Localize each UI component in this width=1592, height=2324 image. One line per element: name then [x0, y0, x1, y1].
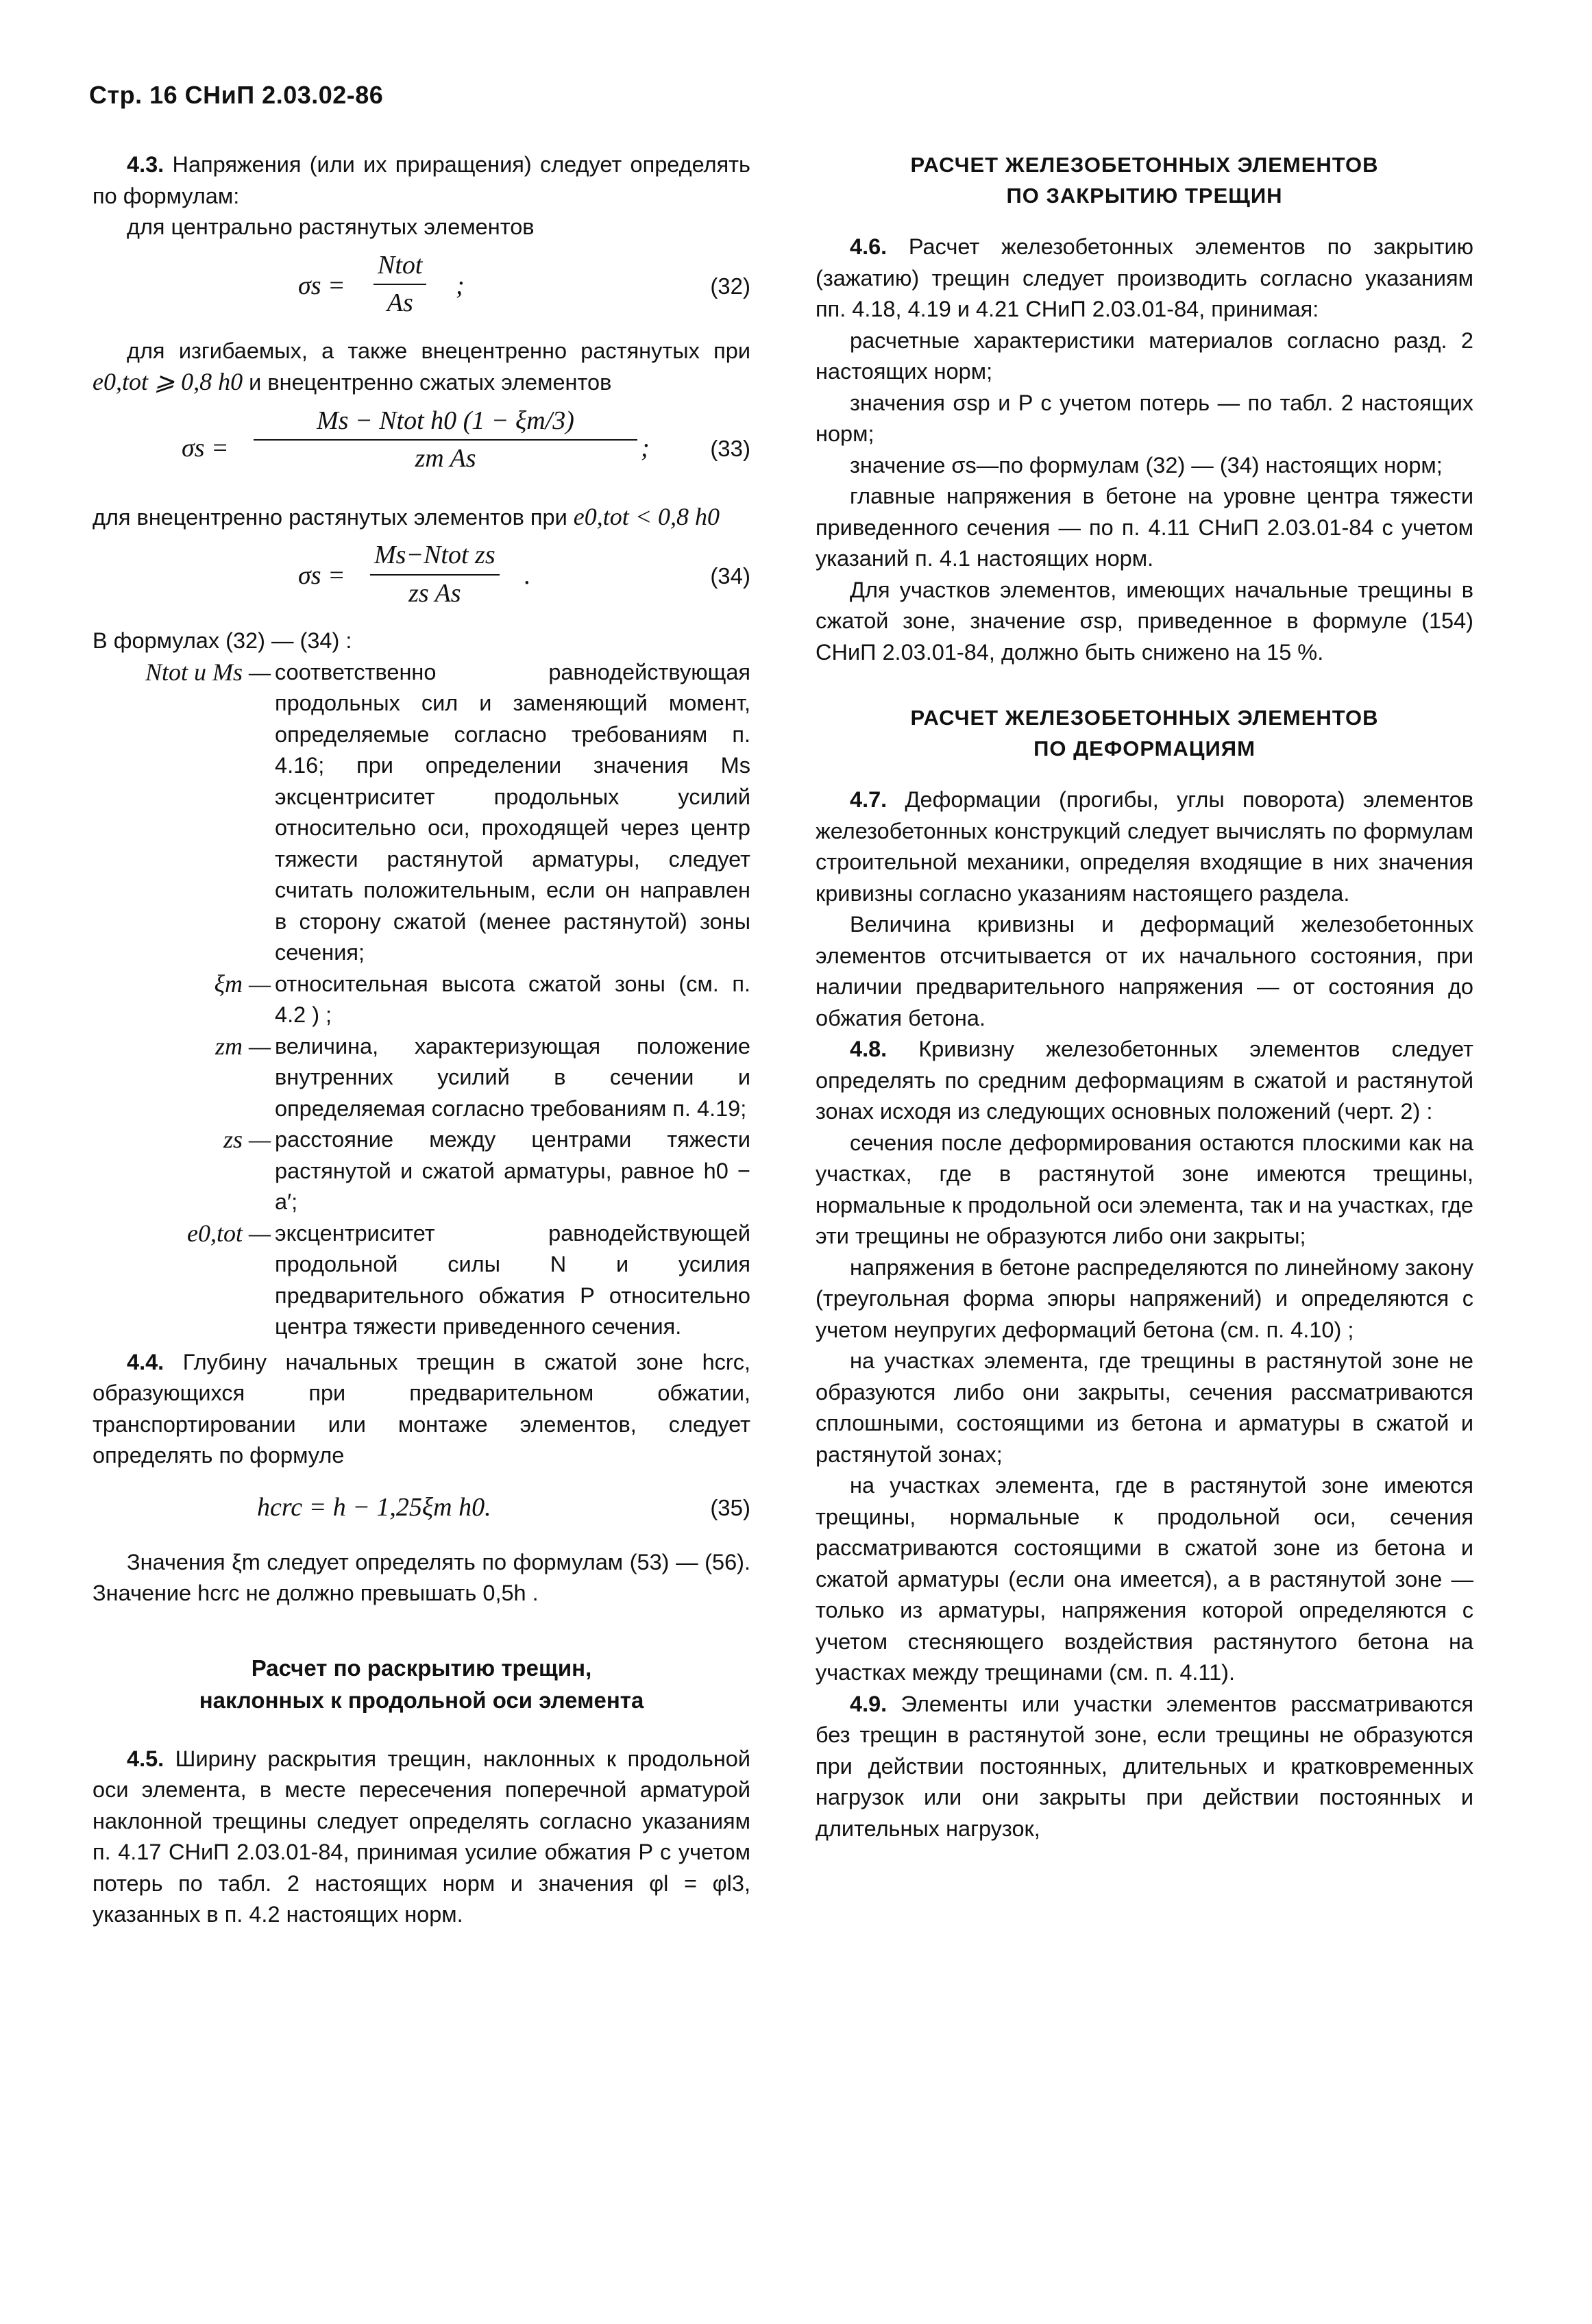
definition-row	[93, 969, 750, 1031]
denominator: As	[387, 288, 413, 317]
formula-number: (32)	[710, 273, 750, 299]
paragraph-number: 4.3.	[127, 152, 164, 177]
paragraph-4-6	[816, 232, 1473, 325]
section-heading-inclined-cracks: Расчет по раскрытию трещин, наклонных к продольной оси элемента	[199, 1655, 644, 1713]
list-item: расчетные характеристики материалов согласно разд. 2 настоящих норм;	[816, 327, 1473, 384]
denominator: zs As	[408, 578, 461, 608]
paragraph-number: 4.7.	[850, 787, 887, 812]
paragraph-4-7	[816, 784, 1473, 909]
list-item: на участках элемента, где трещины в растянутой зоне не образуются либо они закрыты, сечения рассматриваются сплошными, состоящими из бетона и арматуры в сжатой и растянутой зонах;	[816, 1348, 1473, 1467]
formula-32	[93, 250, 750, 329]
formula-lhs: σs =	[298, 271, 345, 300]
left-column	[93, 149, 750, 1931]
numerator: Ntot	[373, 250, 426, 286]
paragraph-4-7-b: Величина кривизны и деформаций железобетонных элементов отсчитывается от их начального состояния, при наличии предварительного напряжения — от состояния до обжатия бетона.	[816, 912, 1473, 1030]
paragraph-4-9	[816, 1689, 1473, 1845]
paragraph-number: 4.5.	[127, 1746, 164, 1771]
formula-35	[93, 1485, 750, 1540]
text: для изгибаемых, а также внецентренно растянутых при	[127, 338, 750, 363]
paragraph-number: 4.9.	[850, 1691, 887, 1716]
paragraph-4-3	[93, 149, 750, 212]
definition-desc: расстояние между центрами тяжести растянутой и сжатой арматуры, равное h0 − a′;	[275, 1127, 750, 1214]
formula-lhs: σs =	[298, 561, 345, 590]
definition-row	[93, 1124, 750, 1218]
formula-number: (33)	[710, 435, 750, 461]
definition-desc: эксцентриситет равнодействующей продольной силы N и усилия предварительного обжатия P относительно центра тяжести приведенного сечения.	[275, 1220, 750, 1339]
list-item: значение σs—по формулам (32) — (34) настоящих норм;	[850, 452, 1443, 478]
formula-number: (34)	[710, 563, 750, 589]
paragraph-text: Расчет железобетонных элементов по закрытию (зажатию) трещин следует производить согласно указаниям пп. 4.18, 4.19 и 4.21 СНиП 2.03.01-84, принимая:	[816, 234, 1473, 321]
paragraph-number: 4.8.	[850, 1037, 887, 1061]
paragraph-number: 4.4.	[127, 1349, 164, 1374]
text: и внецентренно сжатых элементов	[243, 370, 612, 395]
formula-lhs: σs =	[182, 433, 229, 462]
paragraph-number: 4.6.	[850, 234, 887, 259]
numerator: Ms − Ntot h0 (1 − ξm/3)	[254, 406, 637, 441]
section-heading-crack-closing: РАСЧЕТ ЖЕЛЕЗОБЕТОННЫХ ЭЛЕМЕНТОВ ПО ЗАКРЫТИЮ ТРЕЩИН	[910, 153, 1379, 208]
eccentric-text	[93, 502, 750, 534]
definition-row	[93, 1218, 750, 1343]
list-item: значения σsp и P с учетом потерь — по табл. 2 настоящих норм;	[816, 390, 1473, 446]
definitions-list	[93, 657, 750, 1343]
list-item: на участках элемента, где в растянутой зоне имеются трещины, нормальные к продольной оси, сечения рассматриваются состоящими в сжатой зоне из бетона и сжатой арматуры (если она имеется), а в растянутой зоне — только из арматуры, напряжения которой определяются с учетом стесняющего воздействия растянутого бетона на участках между трещинами (см. п. 4.11).	[816, 1473, 1473, 1685]
paragraph-4-5	[93, 1744, 750, 1931]
paragraph-text: Глубину начальных трещин в сжатой зоне hcrc, образующихся при предварительном обжатии, транспортировании или монтаже элементов, следует определять по формуле	[93, 1349, 750, 1468]
condition: e0,tot < 0,8 h0	[573, 502, 720, 530]
definition-desc: относительная высота сжатой зоны (см. п. 4.2 ) ;	[275, 971, 750, 1027]
paragraph-4-8	[816, 1034, 1473, 1128]
formula-fraction	[254, 406, 637, 475]
paragraph-text: Элементы или участки элементов рассматриваются без трещин в растянутой зоне, если трещины не образуются при действии постоянных, длительных и кратковременных нагрузок или они закрыты при действии постоянных и длительных нагрузок,	[816, 1691, 1473, 1841]
paragraph-text: Напряжения (или их приращения) следует определять по формулам:	[93, 152, 750, 208]
bending-text	[93, 336, 750, 399]
formula-tail: .	[524, 561, 531, 590]
paragraph-4-4-after: Значения ξm следует определять по формулам (53) — (56). Значение hcrc не должно превышать 0,5h .	[93, 1549, 750, 1605]
central-label: для центрально растянутых элементов	[127, 214, 535, 239]
denominator: zm As	[415, 444, 476, 473]
condition: e0,tot ⩾ 0,8 h0	[93, 368, 243, 395]
definition-row	[93, 657, 750, 969]
text: для внецентренно растянутых элементов при	[93, 504, 574, 530]
formula-expression: hcrc = h − 1,25ξm h0.	[257, 1492, 491, 1522]
definition-term: zs —	[223, 1126, 271, 1153]
definition-term: Ntot и Ms —	[145, 658, 271, 686]
definition-desc: соответственно равнодействующая продольных сил и заменяющий момент, определяемые согласно требованиям п. 4.16; при определении значения Ms эксцентриситет продольных усилий относительно оси, проходящей через центр тяжести растянутой арматуры, следует считать положительным, если он направлен в сторону сжатой (менее растянутой) зоны сечения;	[275, 659, 750, 965]
definition-row	[93, 1031, 750, 1125]
page-header: Стр. 16 СНиП 2.03.02-86	[89, 81, 384, 109]
definition-term: zm —	[215, 1032, 271, 1060]
numerator: Ms−Ntot zs	[370, 540, 500, 576]
formula-34	[93, 540, 750, 619]
paragraph-4-6-last: Для участков элементов, имеющих начальные трещины в сжатой зоне, значение σsp, приведенное в формуле (154) СНиП 2.03.01-84, должно быть снижено на 15 %.	[816, 577, 1473, 665]
definition-term: ξm —	[214, 969, 271, 998]
formula-tail: ;	[456, 271, 465, 300]
formula-fraction	[373, 250, 426, 319]
list-item: напряжения в бетоне распределяются по линейному закону (треугольная форма эпюры напряжений) и определяются с учетом неупругих деформаций бетона (см. п. 4.10) ;	[816, 1254, 1473, 1342]
formula-33	[93, 406, 750, 495]
definition-term: e0,tot —	[187, 1219, 271, 1247]
section-heading-deformations: РАСЧЕТ ЖЕЛЕЗОБЕТОННЫХ ЭЛЕМЕНТОВ ПО ДЕФОРМАЦИЯМ	[910, 706, 1379, 761]
formula-fraction	[370, 540, 500, 609]
formula-number: (35)	[710, 1494, 750, 1520]
paragraph-text: Ширину раскрытия трещин, наклонных к продольной оси элемента, в месте пересечения поперечной арматурой наклонной трещины следует определять согласно указаниям п. 4.17 СНиП 2.03.01-84, принимая усилие обжатия P с учетом потерь по табл. 2 настоящих норм и значения φl = φl3, указанных в п. 4.2 настоящих норм.	[93, 1746, 750, 1927]
formulas-intro: В формулах (32) — (34) :	[93, 628, 352, 653]
formula-tail: ;	[641, 433, 650, 462]
list-item: сечения после деформирования остаются плоскими как на участках, где в растянутой зоне имеются трещины, нормальные к продольной оси элемента, так и на участках, где эти трещины не образуются либо они закрыты;	[816, 1130, 1473, 1248]
paragraph-text: Кривизну железобетонных элементов следует определять по средним деформациям в сжатой и растянутой зонах исходя из следующих основных положений (черт. 2) :	[816, 1037, 1473, 1124]
definition-desc: величина, характеризующая положение внутренних усилий в сечении и определяемая согласно требованиям п. 4.19;	[275, 1033, 750, 1121]
paragraph-4-4	[93, 1347, 750, 1472]
list-item: главные напряжения в бетоне на уровне центра тяжести приведенного сечения — по п. 4.11 СНиП 2.03.01-84 с учетом указаний п. 4.1 настоящих норм.	[816, 484, 1473, 571]
paragraph-text: Деформации (прогибы, углы поворота) элементов железобетонных конструкций следует вычислять по формулам строительной механики, определяя входящие в них значения кривизны согласно указаниям настоящего раздела.	[816, 787, 1473, 906]
right-column	[816, 149, 1473, 1844]
